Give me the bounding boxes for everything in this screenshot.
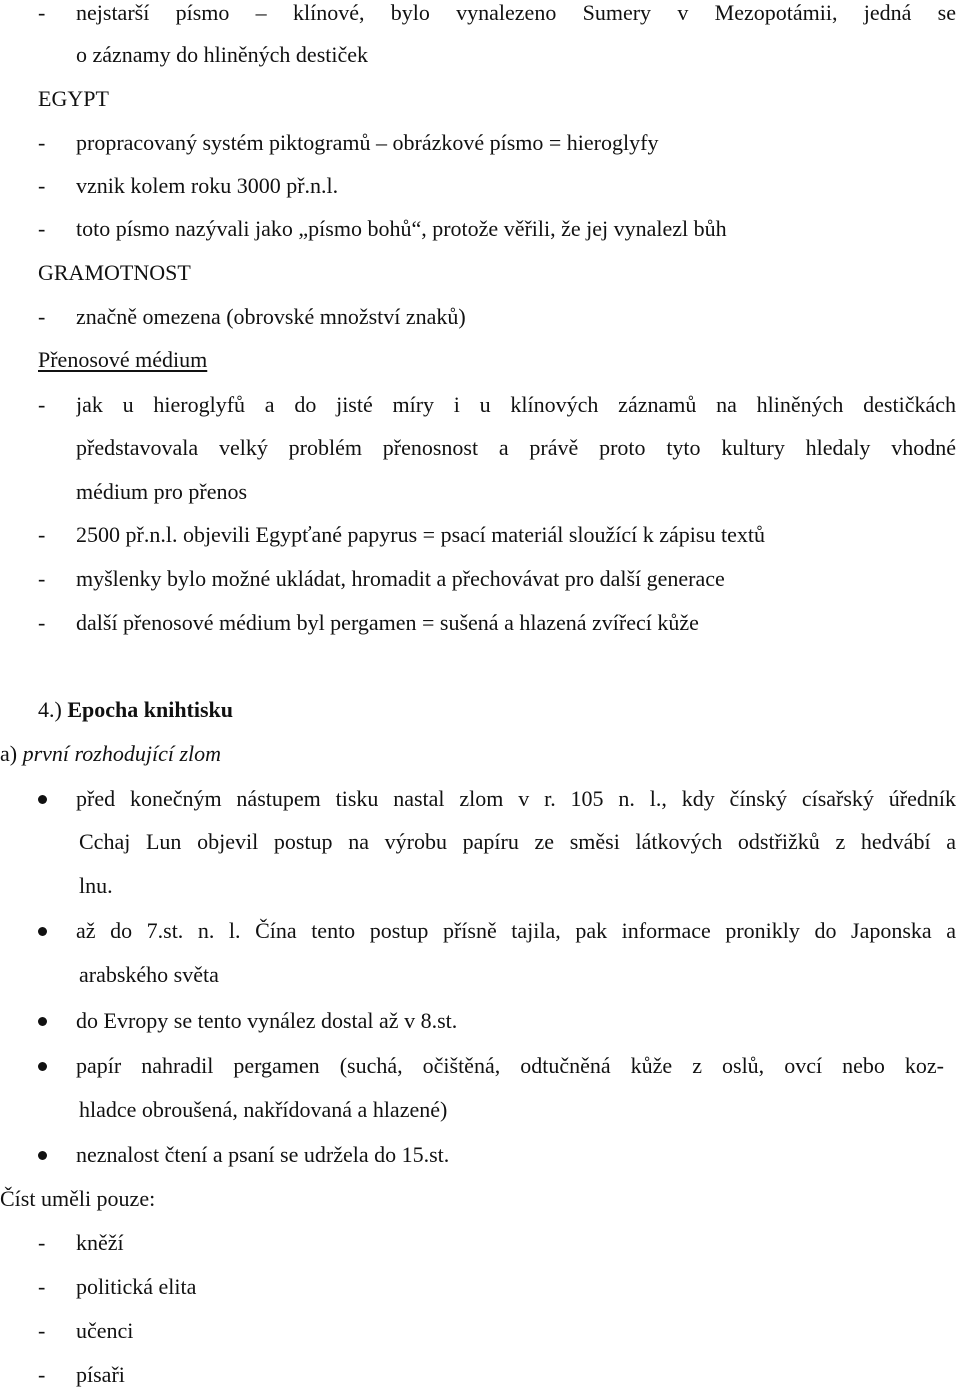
list-item: další přenosové médium byl pergamen = sušená a hlazená zvířecí kůže [76, 610, 699, 635]
list-item: toto písmo nazývali jako „písmo bohů“, protože věřili, že jej vynalezl bůh [76, 216, 727, 241]
bullet-item-line: před konečným nástupem tisku nastal zlom v r. 105 n. l., kdy čínský císařský úředník [76, 786, 956, 811]
list-item: politická elita [76, 1274, 197, 1299]
list-dash: - [38, 1318, 46, 1343]
bullet-item-line: lnu. [79, 873, 113, 898]
section-number: 4.) [38, 697, 62, 722]
list-item: myšlenky bylo možné ukládat, hromadit a přechovávat pro další generace [76, 566, 725, 591]
bullet-item-line: Cchaj Lun objevil postup na výrobu papíru ze směsi látkových odstřižků z hedvábí a [79, 829, 956, 854]
bullet-dot [38, 1062, 47, 1071]
list-dash: - [38, 1362, 46, 1387]
section-heading-egypt: EGYPT [38, 86, 109, 111]
list-item-line: představovala velký problém přenosnost a právě proto tyto kultury hledaly vhodné [76, 435, 956, 460]
list-dash: - [38, 304, 46, 329]
section-heading-gramotnost: GRAMOTNOST [38, 260, 191, 285]
bullet-dot [38, 795, 47, 804]
list-item-line: jak u hieroglyfů a do jisté míry i u klínových záznamů na hliněných destičkách [76, 392, 956, 417]
section-heading-epocha [38, 697, 233, 723]
list-dash: - [38, 566, 46, 591]
bullet-item-line: arabského světa [79, 962, 219, 987]
list-dash: - [38, 216, 46, 241]
list-item: učenci [76, 1318, 134, 1343]
bullet-item-line: až do 7.st. n. l. Čína tento postup přísně tajila, pak informace pronikly do Japonska a [76, 918, 956, 943]
list-item: písaři [76, 1362, 125, 1387]
list-dash: - [38, 610, 46, 635]
list-item: značně omezena (obrovské množství znaků) [76, 304, 466, 329]
bullet-item-line: hladce obroušená, nakřídovaná a hlazené) [79, 1097, 448, 1122]
list-item: kněží [76, 1230, 124, 1255]
list-item: 2500 př.n.l. objevili Egypťané papyrus = psací materiál sloužící k zápisu textů [76, 522, 765, 547]
section-heading-prenosove-medium: Přenosové médium [38, 347, 208, 372]
list-dash: - [38, 1230, 46, 1255]
list-dash: - [38, 130, 46, 155]
list-dash: - [38, 0, 46, 25]
subsection-heading [0, 741, 221, 767]
bullet-item: do Evropy se tento vynález dostal až v 8.st. [76, 1008, 458, 1033]
bullet-dot [38, 1151, 47, 1160]
bullet-dot [38, 927, 47, 936]
paragraph-line: o záznamy do hliněných destiček [76, 42, 369, 67]
bullet-item: neznalost čtení a psaní se udržela do 15.st. [76, 1142, 450, 1167]
section-heading-cist: Číst uměli pouze: [0, 1186, 156, 1211]
list-item: propracovaný systém piktogramů – obrázkové písmo = hieroglyfy [76, 130, 659, 155]
list-dash: - [38, 173, 46, 198]
section-title: Epocha knihtisku [67, 697, 234, 722]
bullet-dot [38, 1017, 47, 1026]
list-item-line: médium pro přenos [76, 479, 248, 504]
paragraph-line: nejstarší písmo – klínové, bylo vynalezeno Sumery v Mezopotámii, jedná se [76, 0, 956, 25]
list-dash: - [38, 392, 46, 417]
subsection-letter: a) [0, 741, 18, 766]
bullet-item-line: papír nahradil pergamen (suchá, očištěná, odtučněná kůže z oslů, ovcí nebo koz- [76, 1053, 944, 1078]
list-item: vznik kolem roku 3000 př.n.l. [76, 173, 339, 198]
subsection-title: první rozhodující zlom [22, 741, 222, 766]
list-dash: - [38, 1274, 46, 1299]
list-dash: - [38, 522, 46, 547]
